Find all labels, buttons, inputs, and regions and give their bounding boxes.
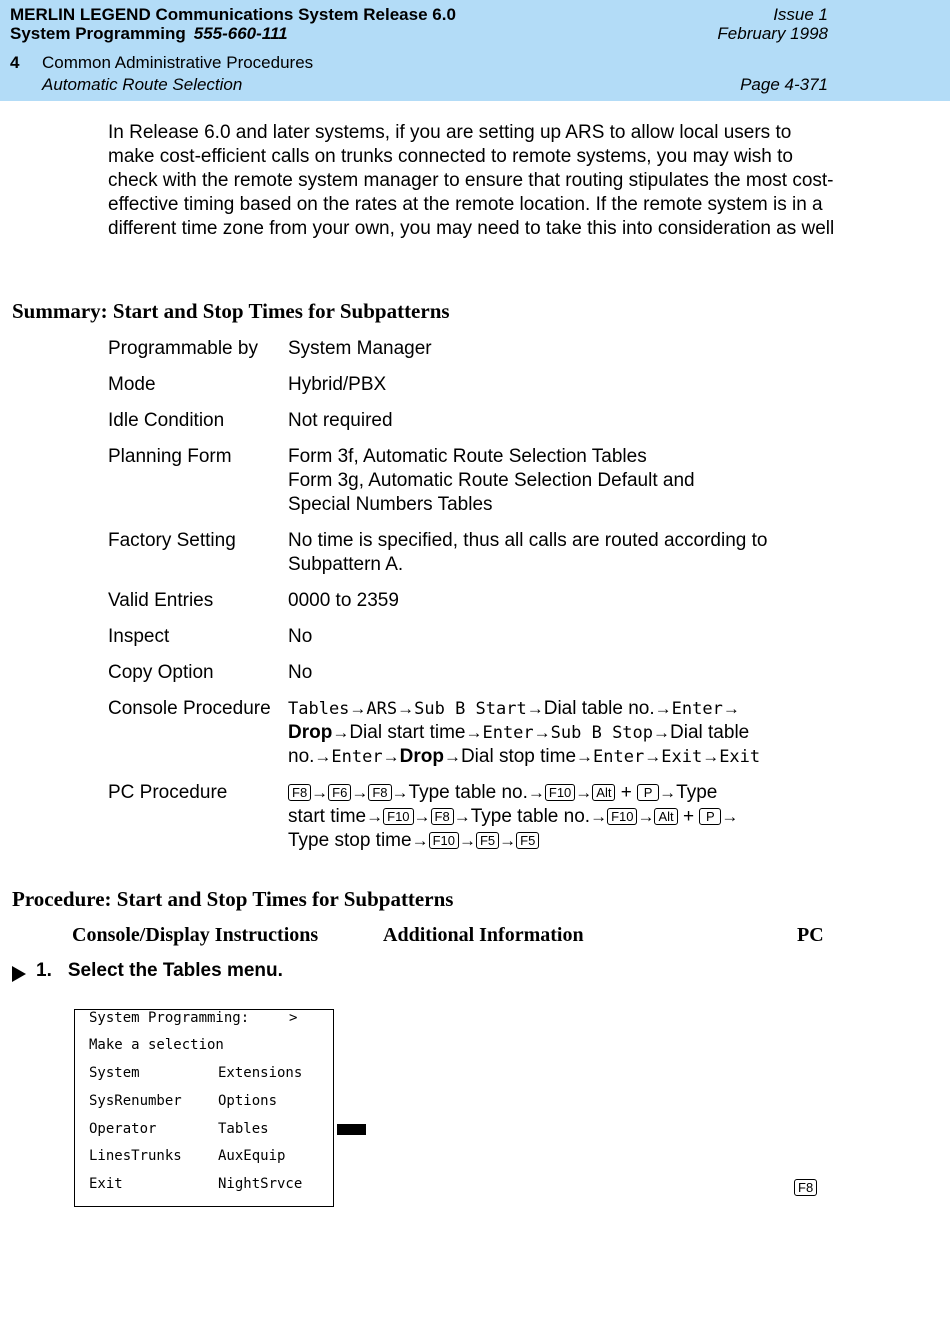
key-enter: Enter <box>482 723 534 743</box>
key-alt: Alt <box>654 808 677 825</box>
manual-title: MERLIN LEGEND Communications System Release 6.0 <box>10 5 456 24</box>
summary-heading: Summary: Start and Stop Times for Subpatterns <box>12 299 450 323</box>
col-console-header: Console/Display Instructions <box>72 924 319 946</box>
doc-number: 555-660-111 <box>193 24 288 43</box>
row-label: Factory Setting <box>108 530 236 551</box>
row-value <box>288 529 833 577</box>
menu-option-extensions[interactable]: Extensions <box>218 1065 303 1081</box>
menu-option-exit[interactable]: Exit <box>89 1176 123 1192</box>
row-value: Not required <box>288 410 393 431</box>
plus-sign: + <box>620 782 632 803</box>
value-line: Form 3g, Automatic Route Selection Default and <box>288 470 695 491</box>
menu-option-system[interactable]: System <box>89 1065 140 1081</box>
key-drop: Drop <box>288 722 333 743</box>
proc-line: start time→ F10 → F8 →Type table no.→ F10 → Alt + P → <box>288 806 739 827</box>
key-p: P <box>637 784 659 801</box>
row-label: Copy Option <box>108 662 214 683</box>
key-f10: F10 <box>607 808 637 825</box>
menu-option-linestrunks[interactable]: LinesTrunks <box>89 1148 182 1164</box>
row-label: PC Procedure <box>108 782 228 803</box>
proc-line: Tables→ARS→Sub B Start→Dial table no.→Enter→ <box>288 698 740 719</box>
plus-sign: + <box>682 806 695 827</box>
col-pc-header: PC <box>797 924 824 946</box>
key-exit: Exit <box>661 747 703 767</box>
dial-table-text: Dial table <box>670 722 750 743</box>
key-ars: ARS <box>366 699 398 719</box>
screen-prompt: Make a selection <box>89 1037 224 1053</box>
pc-key-f8 <box>794 1179 817 1198</box>
row-value: Hybrid/PBX <box>288 374 387 395</box>
key-sub-b-stop: Sub B Stop <box>550 723 654 743</box>
row-value: No <box>288 662 313 683</box>
key-f10: F10 <box>429 832 459 849</box>
row-label: Console Procedure <box>108 698 271 719</box>
issue-label: Issue 1 <box>773 5 828 24</box>
key-f5: F5 <box>516 832 539 849</box>
key-tables: Tables <box>288 699 350 719</box>
dial-table-text: Dial table no. <box>543 698 655 719</box>
value-line: Form 3f, Automatic Route Selection Tables <box>288 446 647 467</box>
row-label: Valid Entries <box>108 590 214 611</box>
key-f8: F8 <box>288 784 311 801</box>
menu-option-nightsrvce[interactable]: NightSrvce <box>218 1176 303 1192</box>
row-label: Planning Form <box>108 446 232 467</box>
proc-line: F8 → F6 → F8 →Type table no.→ F10 → Alt + P →Type <box>288 781 833 805</box>
row-label: Idle Condition <box>108 410 225 431</box>
row-value <box>288 445 833 517</box>
value-line: No time is specified, thus all calls are routed according to <box>288 530 768 551</box>
screen-more-indicator: > <box>289 1010 298 1026</box>
menu-option-operator[interactable]: Operator <box>89 1121 157 1137</box>
step-text: Select the Tables menu. <box>67 960 283 981</box>
row-value: System Manager <box>288 338 432 359</box>
menu-option-auxequip[interactable]: AuxEquip <box>218 1148 286 1164</box>
key-f10: F10 <box>545 784 575 801</box>
subtitle-text: System Programming <box>10 24 186 43</box>
key-enter: Enter <box>593 747 645 767</box>
key-f8: F8 <box>368 784 391 801</box>
chapter-number: 4 <box>10 53 20 72</box>
menu-option-options[interactable]: Options <box>218 1093 278 1109</box>
value-line: Special Numbers Tables <box>288 494 493 515</box>
proc-line: Drop→Dial start time→Enter→Sub B Stop→Dial table <box>288 722 750 743</box>
issue-date: February 1998 <box>717 24 828 43</box>
manual-subtitle <box>10 24 288 44</box>
menu-option-tables[interactable]: Tables <box>218 1121 269 1137</box>
menu-option-sysrenumber[interactable]: SysRenumber <box>89 1093 182 1109</box>
key-enter: Enter <box>671 699 723 719</box>
row-value: 0000 to 2359 <box>288 590 399 611</box>
dial-stop-text: Dial stop time <box>460 746 577 767</box>
key-f10: F10 <box>383 808 413 825</box>
step-arrow-icon <box>12 966 26 982</box>
proc-line: Type stop time→ F10 → F5 → F5 <box>288 829 833 853</box>
key-f6: F6 <box>328 784 351 801</box>
row-label: Inspect <box>108 626 170 647</box>
key-alt: Alt <box>592 784 615 801</box>
value-line: Subpattern A. <box>288 554 404 575</box>
key-sub-b-start: Sub B Start <box>414 699 527 719</box>
key-exit: Exit <box>719 747 761 767</box>
screen-title: System Programming: <box>89 1010 250 1026</box>
row-label: Programmable by <box>108 338 258 359</box>
step-1 <box>36 960 283 982</box>
key-enter: Enter <box>331 747 383 767</box>
key-drop: Drop <box>399 746 444 767</box>
key-f5: F5 <box>476 832 499 849</box>
pc-procedure <box>288 781 833 853</box>
row-value: No <box>288 626 313 647</box>
no-text: no. <box>288 746 315 767</box>
start-time-text: start time <box>288 806 367 827</box>
key-f8: F8 <box>794 1179 817 1196</box>
step-number: 1. <box>36 960 52 981</box>
key-p: P <box>699 808 721 825</box>
type-table-text: Type table no. <box>408 782 528 803</box>
row-label: Mode <box>108 374 156 395</box>
selection-indicator-icon <box>337 1124 366 1135</box>
proc-line: no.→Enter→Drop→Dial stop time→Enter→Exit→Exit <box>288 746 761 767</box>
section-title: Automatic Route Selection <box>42 75 243 94</box>
type-table-text: Type table no. <box>470 806 591 827</box>
procedure-heading: Procedure: Start and Stop Times for Subpatterns <box>12 887 454 911</box>
dial-start-text: Dial start time <box>349 722 466 743</box>
console-procedure <box>288 697 833 769</box>
key-f8: F8 <box>431 808 454 825</box>
col-info-header: Additional Information <box>383 924 584 946</box>
type-stop-text: Type stop time <box>288 830 412 851</box>
chapter-title: Common Administrative Procedures <box>42 53 314 72</box>
page-header <box>0 0 950 101</box>
console-display-screen <box>74 1009 334 1207</box>
page-number: Page 4-371 <box>740 75 828 94</box>
type-text: Type <box>676 782 718 803</box>
intro-paragraph: In Release 6.0 and later systems, if you are setting up ARS to allow local users to make cost-efficient calls on trunks connected to remote systems, you may wish to check with the remote system manager to ensure that routing stipulates the most cost-effective timing based on the rates at the remote location. If the remote system is in a different time zone from your own, you may need to take this into consideration as well <box>108 122 835 239</box>
